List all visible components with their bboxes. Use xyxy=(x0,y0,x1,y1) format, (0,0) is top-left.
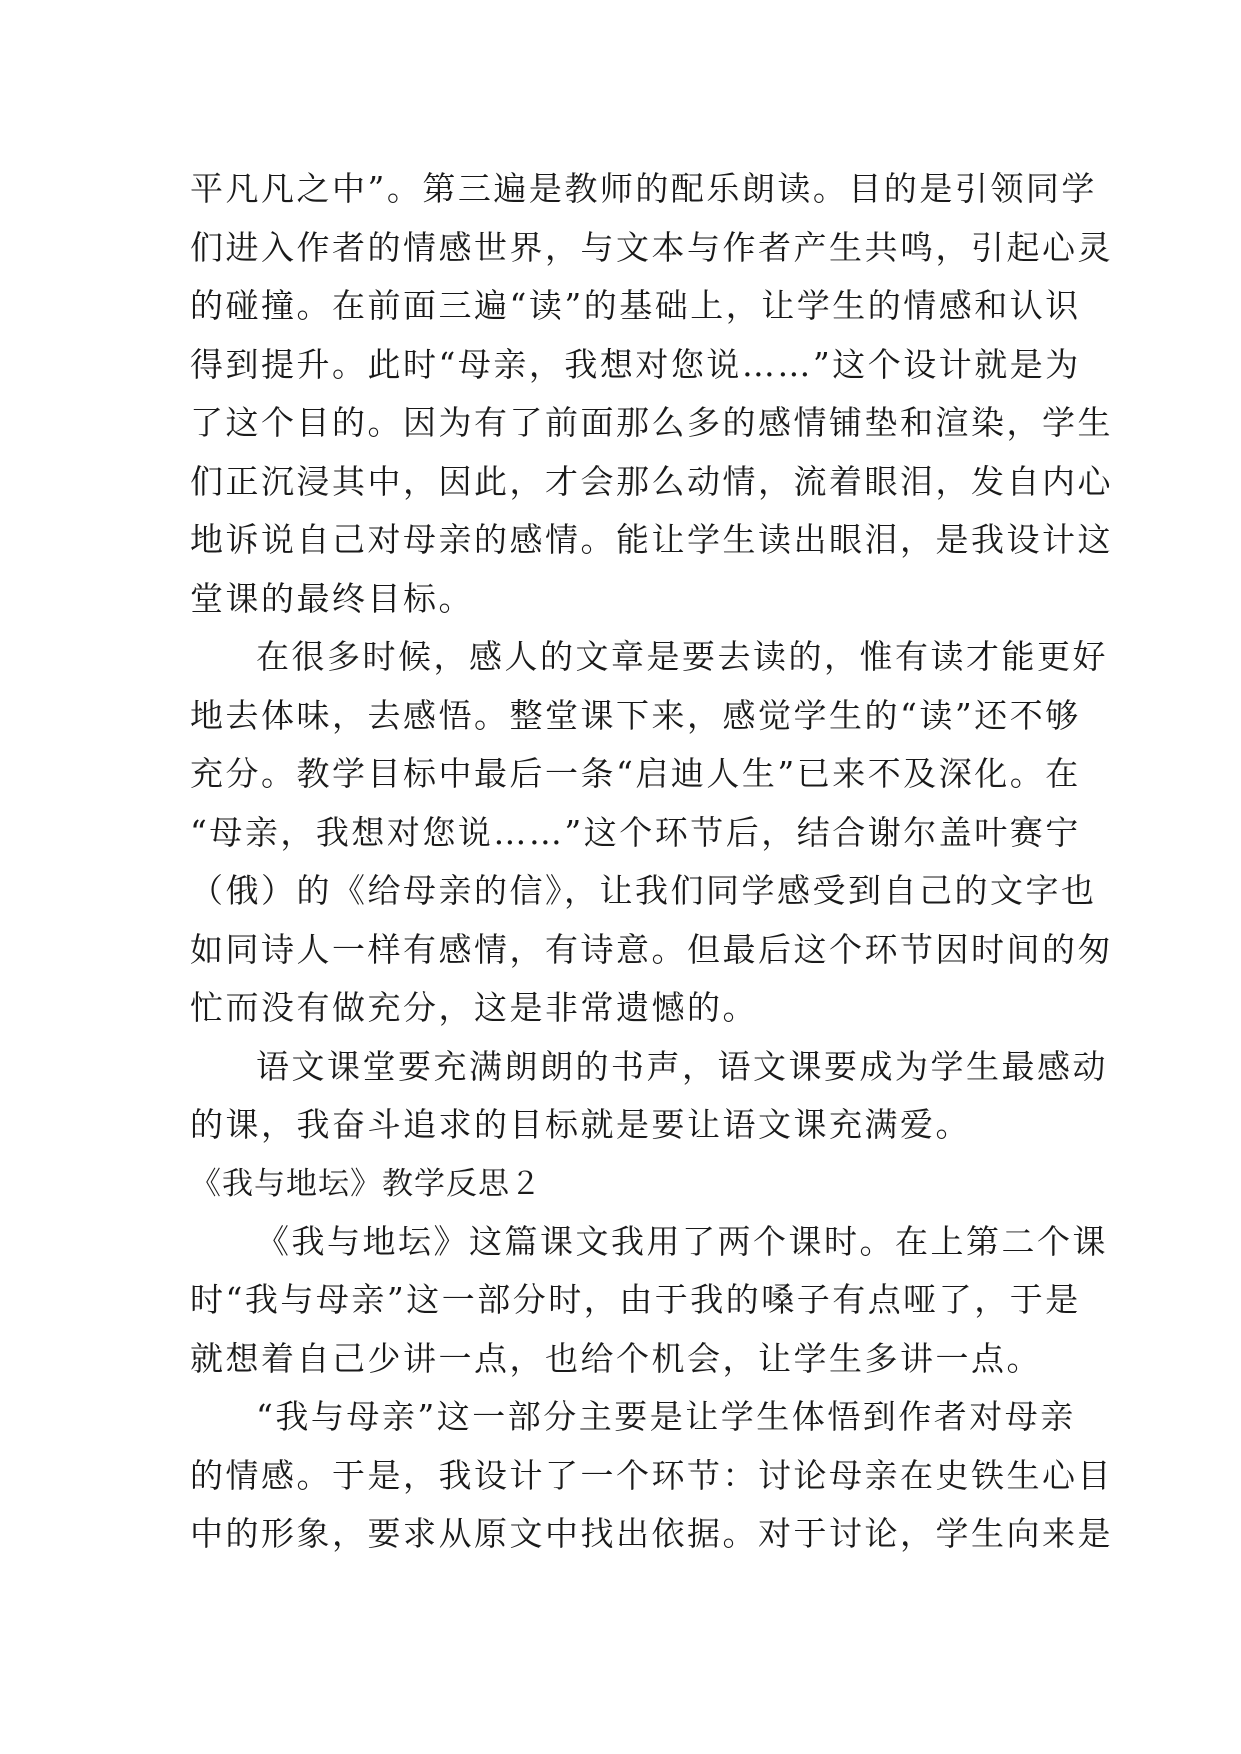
text-line: 忙而没有做充分，这是非常遗憾的。 xyxy=(190,988,758,1027)
text-line: 时“我与母亲”这一部分时，由于我的嗓子有点哑了，于是 xyxy=(190,1280,1081,1319)
text-line: “我与母亲”这一部分主要是让学生体悟到作者对母亲 xyxy=(256,1397,1076,1436)
paragraph-5 xyxy=(190,1388,1113,1564)
text-line: 就想着自己少讲一点，也给个机会，让学生多讲一点。 xyxy=(190,1338,1042,1378)
text-line: 了这个目的。因为有了前面那么多的感情铺垫和渲染，学生 xyxy=(190,403,1113,442)
text-line: 们进入作者的情感世界，与文本与作者产生共鸣，引起心灵 xyxy=(190,227,1113,267)
section-heading: 《我与地坛》教学反思２ xyxy=(190,1165,542,1202)
text-line: 堂课的最终目标。 xyxy=(190,578,474,618)
text-line: 中的形象，要求从原文中找出依据。对于讨论，学生向来是 xyxy=(190,1514,1113,1553)
text-line: 得到提升。此时“母亲，我想对您说……”这个设计就是为 xyxy=(190,344,1081,384)
text-line: 的碰撞。在前面三遍“读”的基础上，让学生的情感和认识 xyxy=(190,286,1081,325)
text-line: 如同诗人一样有感情，有诗意。但最后这个环节因时间的匆 xyxy=(190,929,1113,969)
text-line: 平凡凡之中”。第三遍是教师的配乐朗读。目的是引领同学 xyxy=(190,169,1097,208)
text-line: 《我与地坛》这篇课文我用了两个课时。在上第二个课 xyxy=(256,1221,1108,1261)
text-line: （俄）的《给母亲的信》，让我们同学感受到自己的文字也 xyxy=(190,871,1097,910)
text-line: 们正沉浸其中，因此，才会那么动情，流着眼泪，发自内心 xyxy=(190,461,1113,501)
document-page xyxy=(190,160,1113,1564)
paragraph-3 xyxy=(190,1038,1108,1155)
paragraph-1 xyxy=(190,160,1113,628)
text-line: 的情感。于是，我设计了一个环节：讨论母亲在史铁生心目 xyxy=(190,1455,1113,1495)
text-line: 语文课堂要充满朗朗的书声，语文课要成为学生最感动 xyxy=(256,1046,1108,1086)
text-line: 充分。教学目标中最后一条“启迪人生”已来不及深化。在 xyxy=(190,754,1081,793)
paragraph-4 xyxy=(190,1213,1108,1389)
text-line: 的课，我奋斗追求的目标就是要让语文课充满爱。 xyxy=(190,1105,971,1144)
text-line: 在很多时候，感人的文章是要去读的，惟有读才能更好 xyxy=(256,637,1108,676)
text-line: “母亲，我想对您说……”这个环节后，结合谢尔盖叶赛宁 xyxy=(190,812,1081,852)
text-line: 地诉说自己对母亲的感情。能让学生读出眼泪，是我设计这 xyxy=(190,520,1113,559)
text-line: 地去体味，去感悟。整堂课下来，感觉学生的“读”还不够 xyxy=(190,695,1081,735)
paragraph-2 xyxy=(190,628,1113,1038)
